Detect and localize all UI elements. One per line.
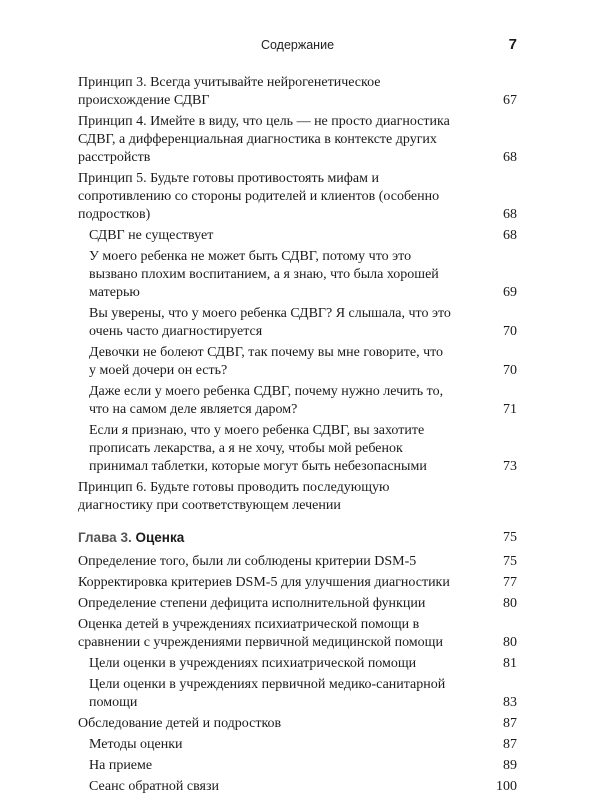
chapter-heading bbox=[78, 529, 517, 547]
toc-subentry bbox=[78, 227, 517, 245]
toc-entry-page: 73 bbox=[503, 459, 517, 474]
toc-entry-title: Цели оценки в учреждениях психиатрической помощи bbox=[89, 656, 417, 671]
toc-subentry bbox=[78, 757, 517, 775]
toc-entry-title: Сеанс обратной связи bbox=[89, 779, 219, 794]
toc-entry-title: СДВГ не существует bbox=[89, 228, 214, 243]
toc-entry-page: 77 bbox=[503, 575, 517, 590]
toc-subentry bbox=[78, 736, 517, 754]
toc-entry-page: 70 bbox=[503, 324, 517, 339]
toc-subentry bbox=[78, 305, 517, 341]
toc-entry-title: Определение того, были ли соблюдены критерии DSM-5 bbox=[78, 554, 417, 569]
toc-entry-title: Если я признаю, что у моего ребенка СДВГ, вы захотите прописать лекарства, а я не хочу, чтобы мой ребенок принимал таблетки, которые могут быть небезопасными bbox=[89, 423, 427, 474]
toc-entry-title: Корректировка критериев DSM-5 для улучшения диагностики bbox=[78, 575, 450, 590]
toc-entry-title: Цели оценки в учреждениях первичной медико-санитарной помощи bbox=[89, 677, 446, 710]
toc-entry-page: 71 bbox=[503, 402, 517, 417]
page-number: 7 bbox=[508, 36, 517, 53]
toc-entry-page: 69 bbox=[503, 285, 517, 300]
toc-entry-page: 68 bbox=[503, 228, 517, 243]
toc-subentry bbox=[78, 248, 517, 302]
toc-entry-page: 100 bbox=[496, 779, 517, 794]
toc-entry-title: Методы оценки bbox=[89, 737, 183, 752]
chapter-name: Оценка bbox=[135, 530, 185, 545]
running-head bbox=[78, 38, 517, 58]
toc-entry-title: Принцип 4. Имейте в виду, что цель — не просто диагностика СДВГ, а дифференциальная диагностика в контексте других расстройств bbox=[78, 114, 450, 165]
chapter-title bbox=[78, 529, 483, 547]
running-title: Содержание bbox=[260, 38, 335, 52]
toc-entry-title: Определение степени дефицита исполнительной функции bbox=[78, 596, 426, 611]
toc-subentry bbox=[78, 778, 517, 796]
toc-entry bbox=[78, 574, 517, 592]
toc-entry-page: 70 bbox=[503, 363, 517, 378]
toc-entry-title: Девочки не болеют СДВГ, так почему вы мне говорите, что у моей дочери он есть? bbox=[89, 345, 444, 378]
toc-entry-title: Принцип 6. Будьте готовы проводить последующую диагностику при соответствующем лечении bbox=[78, 480, 390, 513]
toc-entry-title: Оценка детей в учреждениях психиатрической помощи в сравнении с учреждениями первичной медицинской помощи bbox=[78, 617, 443, 650]
toc-entry bbox=[78, 113, 517, 167]
toc-entry bbox=[78, 595, 517, 613]
chapter-label: Глава 3. bbox=[78, 530, 132, 545]
toc-entry bbox=[78, 616, 517, 652]
toc-subentry bbox=[78, 655, 517, 673]
toc-entry-title: У моего ребенка не может быть СДВГ, потому что это вызвано плохим воспитанием, а я знаю, что была хорошей матерью bbox=[89, 249, 439, 300]
toc-entry-page: 67 bbox=[503, 93, 517, 108]
table-of-contents bbox=[78, 74, 517, 799]
toc-entry bbox=[78, 479, 517, 515]
toc-subentry bbox=[78, 422, 517, 476]
toc-entry-page: 75 bbox=[503, 554, 517, 569]
toc-subentry bbox=[78, 344, 517, 380]
toc-subentry bbox=[78, 676, 517, 712]
toc-entry-title: Принцип 3. Всегда учитывайте нейрогенетическое происхождение СДВГ bbox=[78, 75, 381, 108]
toc-entry-title: На приеме bbox=[89, 758, 153, 773]
toc-entry bbox=[78, 715, 517, 733]
toc-entry-page: 87 bbox=[503, 716, 517, 731]
toc-entry-page: 87 bbox=[503, 737, 517, 752]
toc-entry-title: Обследование детей и подростков bbox=[78, 716, 282, 731]
toc-entry-page: 89 bbox=[503, 758, 517, 773]
toc-entry bbox=[78, 553, 517, 571]
toc-entry-page: 68 bbox=[503, 150, 517, 165]
toc-entry bbox=[78, 74, 517, 110]
toc-entry-page: 81 bbox=[503, 656, 517, 671]
chapter-page: 75 bbox=[503, 530, 517, 545]
toc-entry-page: 80 bbox=[503, 635, 517, 650]
toc-entry-title: Вы уверены, что у моего ребенка СДВГ? Я слышала, что это очень часто диагностируется bbox=[89, 306, 451, 339]
toc-entry-page: 83 bbox=[503, 695, 517, 710]
toc-subentry bbox=[78, 383, 517, 419]
toc-entry bbox=[78, 170, 517, 224]
toc-entry-page: 80 bbox=[503, 596, 517, 611]
toc-entry-title: Принцип 5. Будьте готовы противостоять мифам и сопротивлению со стороны родителей и клиентов (особенно подростков) bbox=[78, 171, 440, 222]
toc-entry-page: 68 bbox=[503, 207, 517, 222]
toc-entry-title: Даже если у моего ребенка СДВГ, почему нужно лечить то, что на самом деле является даром? bbox=[89, 384, 444, 417]
